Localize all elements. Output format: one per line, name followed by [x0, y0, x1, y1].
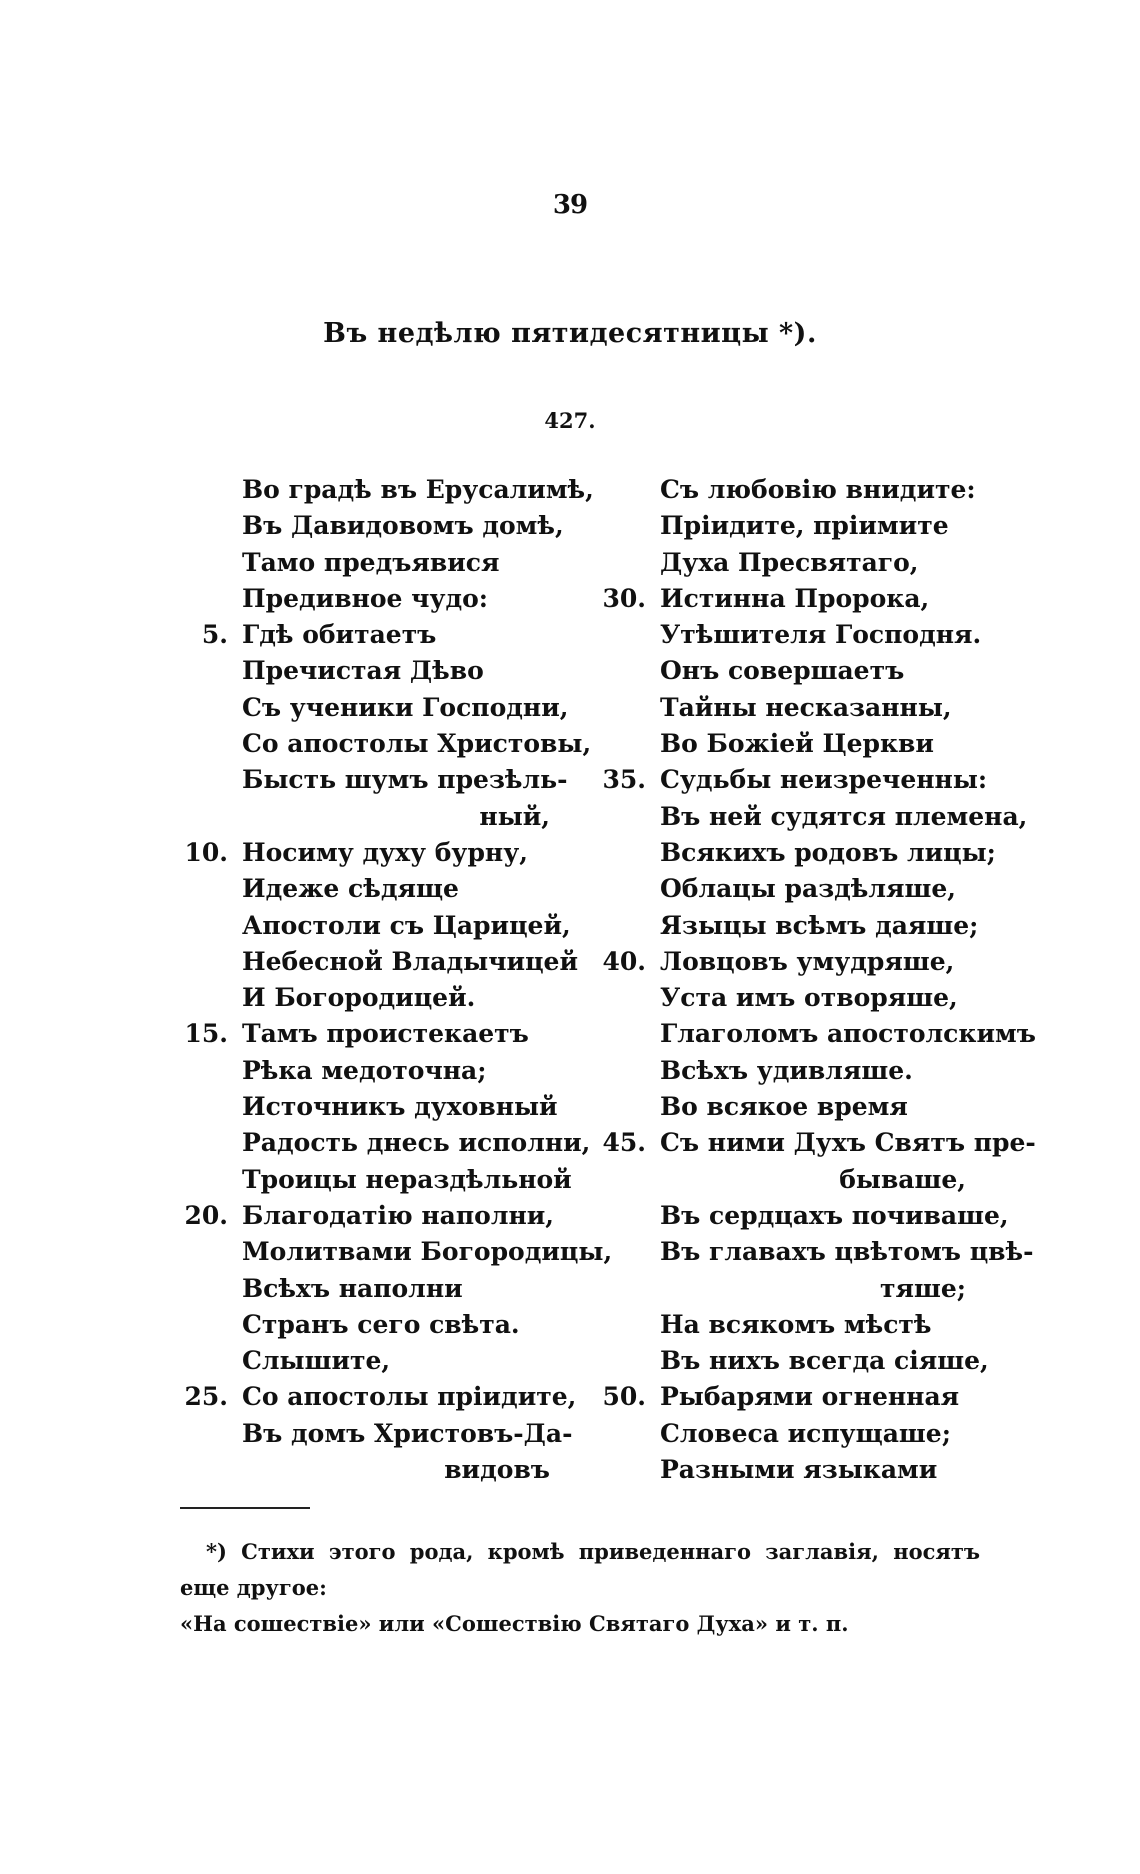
verse-number: 45.: [602, 1128, 646, 1158]
verse-number: 5.: [201, 620, 228, 650]
verse-text: Онъ совершаетъ: [660, 656, 905, 686]
footnote-line: «На сошествіе» или «Сошествію Святаго Духа» и т. п.: [180, 1611, 849, 1636]
verse-text: Въ главахъ цвѣтомъ цвѣ-: [660, 1237, 1034, 1267]
verse-text: Со апостолы Христовы,: [242, 729, 592, 759]
verse-text: Гдѣ обитаетъ: [242, 620, 437, 650]
verse-text: Пречистая Дѣво: [242, 656, 484, 686]
verse-text: видовъ: [444, 1455, 550, 1485]
verse-text: Небесной Владычицей: [242, 946, 578, 976]
verse-line: [596, 1307, 996, 1343]
verse-line: [178, 581, 570, 617]
song-number: 427.: [544, 408, 596, 433]
verse-text: Рыбарями огненная: [660, 1382, 960, 1412]
verse-line: [596, 726, 996, 762]
verse-line: [596, 799, 1028, 835]
verse-text: Источникъ духовный: [242, 1092, 558, 1122]
verse-line: [596, 1089, 996, 1125]
verse-text: Судьбы неизреченны:: [660, 765, 988, 795]
verse-text: Предивное чудо:: [242, 583, 489, 613]
verse-text: Во градѣ въ Ерусалимѣ,: [242, 475, 594, 504]
verse-line: [178, 1343, 570, 1379]
verse-text: Въ нихъ всегда сіяше,: [660, 1346, 989, 1376]
verse-text: Истинна Пророка,: [660, 583, 930, 613]
verse-text: ный,: [479, 801, 550, 831]
verse-line: [596, 1452, 996, 1488]
verse-line: [596, 908, 996, 944]
verse-line: [596, 1053, 996, 1089]
verse-text: Языцы всѣмъ даяше;: [660, 910, 979, 940]
verse-text: Тайны несказанны,: [660, 692, 952, 722]
verse-text: Бысть шумъ презѣль-: [242, 765, 568, 795]
verse-text: Тамъ проистекаетъ: [242, 1019, 529, 1049]
verse-line: [178, 762, 570, 798]
verse-line: [178, 1198, 570, 1234]
verse-text: Троицы нераздѣльной: [242, 1164, 572, 1194]
verse-number: 10.: [184, 837, 228, 867]
verse-number: 30.: [602, 583, 646, 613]
verse-number: 15.: [184, 1019, 228, 1049]
verse-line: [596, 1416, 996, 1452]
verse-line: [596, 980, 996, 1016]
verse-line: [178, 980, 570, 1016]
verse-text: Слышите,: [242, 1346, 391, 1376]
verse-line: [178, 1053, 570, 1089]
left-verse-column: [178, 472, 613, 1488]
verse-line: [178, 1416, 573, 1452]
verse-text: Ловцовъ умудряше,: [660, 946, 955, 976]
footnote: [180, 1534, 980, 1642]
verse-line: [178, 908, 570, 944]
footnote-divider: [180, 1507, 310, 1509]
verse-line: [596, 1343, 996, 1379]
verse-text: Съ любовію внидите:: [660, 475, 976, 504]
verse-text: На всякомъ мѣстѣ: [660, 1309, 932, 1339]
verse-line: [178, 1125, 591, 1161]
verse-line: [596, 690, 996, 726]
verse-line: [178, 799, 570, 835]
verse-line: [178, 944, 578, 980]
verse-text: Въ сердцахъ почиваше,: [660, 1200, 1009, 1230]
verse-line: [596, 653, 996, 689]
verse-line: [596, 1016, 1036, 1052]
verse-text: Словеса испущаше;: [660, 1418, 951, 1448]
verse-line: [596, 617, 996, 653]
verse-line: [596, 871, 996, 907]
verse-text: Уста имъ отворяше,: [660, 983, 958, 1013]
right-verse-column: [596, 472, 1036, 1488]
verse-line: [596, 1379, 996, 1415]
verse-line: [178, 835, 570, 871]
verse-number: 35.: [602, 765, 646, 795]
verse-line: [178, 690, 570, 726]
verse-number: 20.: [184, 1200, 228, 1230]
page-number: 39: [552, 190, 588, 220]
verse-line: [596, 545, 996, 581]
verse-text: Облацы раздѣляше,: [660, 874, 956, 904]
verse-text: Во всякое время: [660, 1092, 908, 1122]
verse-text: Всѣхъ наполни: [242, 1273, 463, 1303]
verse-line: [178, 1452, 570, 1488]
verse-number: 25.: [184, 1382, 228, 1412]
verse-line: [178, 545, 570, 581]
verse-line: [178, 726, 592, 762]
verse-line: [596, 1234, 1034, 1270]
verse-text: Молитвами Богородицы,: [242, 1237, 613, 1267]
verse-line: [178, 1234, 613, 1270]
verse-text: Со апостолы пріидите,: [242, 1382, 577, 1412]
verse-line: [596, 944, 996, 980]
verse-line: [178, 617, 570, 653]
verse-line: [596, 1125, 1036, 1161]
verse-text: И Богородицей.: [242, 983, 476, 1013]
verse-line: [178, 1307, 570, 1343]
verse-line: [178, 1089, 570, 1125]
verse-text: Духа Пресвятаго,: [660, 547, 919, 577]
verse-text: Благодатію наполни,: [242, 1200, 555, 1230]
verse-line: [178, 1016, 570, 1052]
verse-line: [178, 1162, 570, 1198]
verse-text: Утѣшителя Господня.: [660, 620, 982, 650]
verse-text: бываше,: [839, 1164, 966, 1194]
verse-line: [178, 1271, 570, 1307]
verse-text: Глаголомъ апостолскимъ: [660, 1019, 1036, 1049]
verse-text: Радость днесь исполни,: [242, 1128, 591, 1158]
verse-line: [596, 1271, 996, 1307]
verse-number: 40.: [602, 946, 646, 976]
verse-line: [596, 581, 996, 617]
verse-text: Съ ученики Господни,: [242, 692, 569, 722]
verse-text: Во Божіей Церкви: [660, 729, 934, 759]
verse-line: [596, 835, 996, 871]
verse-text: Разными языками: [660, 1455, 938, 1485]
verse-text: Носиму духу бурну,: [242, 837, 528, 867]
verse-line: [178, 1379, 577, 1415]
verse-line: [596, 508, 996, 544]
verse-text: Въ ней судятся племена,: [660, 801, 1028, 831]
verse-line: [596, 762, 996, 798]
footnote-line: *) Стихи этого рода, кромѣ приведеннаго заглавія, носятъ еще другое:: [180, 1539, 980, 1600]
verse-text: тяше;: [880, 1273, 966, 1303]
verse-text: Тамо предъявися: [242, 547, 500, 577]
verse-text: Всѣхъ удивляше.: [660, 1055, 913, 1085]
verse-text: Идеже сѣдяще: [242, 874, 459, 904]
verse-text: Въ Давидовомъ домѣ,: [242, 511, 564, 541]
verse-text: Съ ними Духъ Святъ пре-: [660, 1128, 1036, 1158]
verse-text: Всякихъ родовъ лицы;: [660, 837, 996, 867]
verse-line: [178, 653, 570, 689]
verse-text: Въ домъ Христовъ-Да-: [242, 1418, 573, 1448]
page-title: Въ недѣлю пятидесятницы *).: [323, 318, 817, 349]
verse-text: Апостоли съ Царицей,: [242, 910, 571, 940]
verse-line: [178, 472, 594, 508]
verse-text: Рѣка медоточна;: [242, 1055, 487, 1085]
verse-text: Пріидите, пріимите: [660, 511, 949, 541]
verse-line: [178, 871, 570, 907]
verse-line: [178, 508, 570, 544]
verse-line: [596, 1198, 1009, 1234]
verse-line: [596, 1162, 996, 1198]
verse-line: [596, 472, 996, 508]
verse-text: Странъ сего свѣта.: [242, 1309, 520, 1339]
verse-number: 50.: [602, 1382, 646, 1412]
